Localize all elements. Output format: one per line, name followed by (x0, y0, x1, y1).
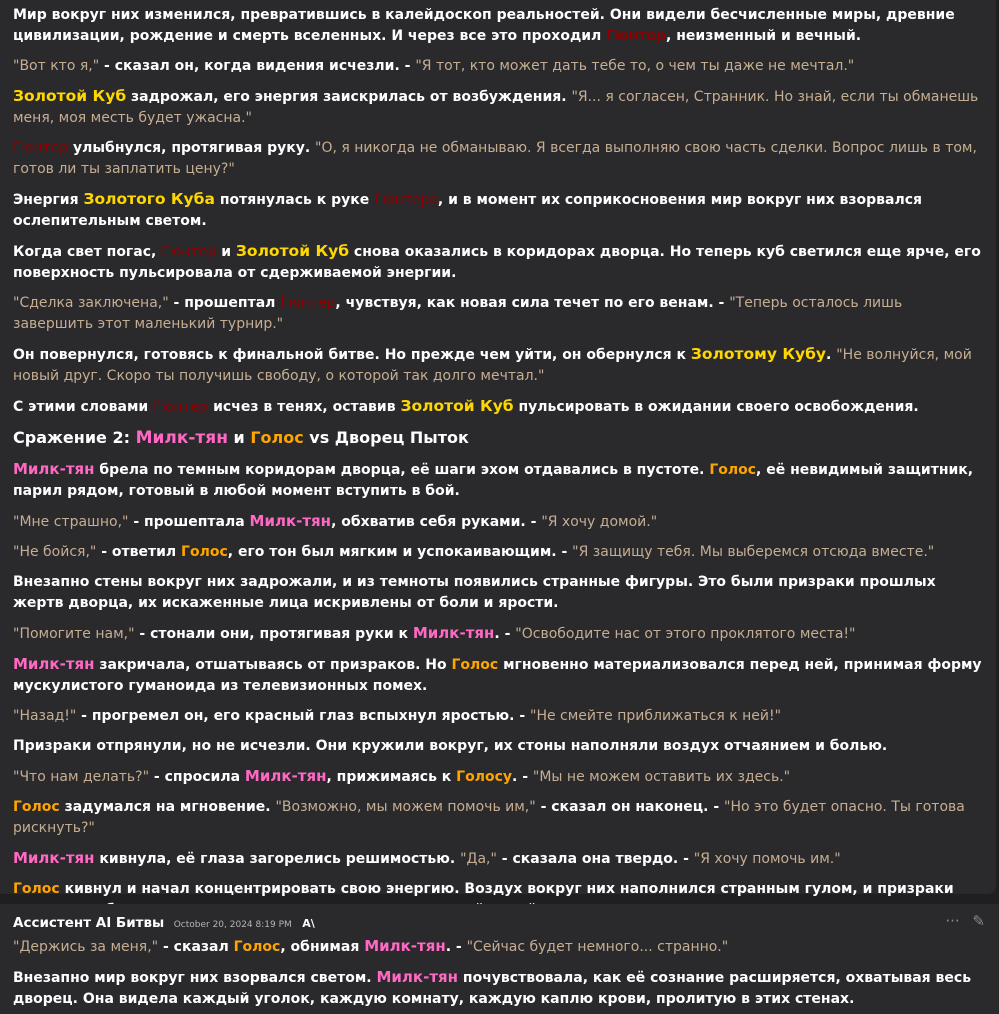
milk-chan-name: Милк-тян (13, 849, 95, 867)
message-header (13, 914, 985, 932)
text: закричала, отшатываясь от призраков. Но (94, 657, 452, 673)
paragraph-8 (13, 344, 982, 387)
quote: "Я тот, кто может дать тебе то, о чем ты даже не мечтал." (415, 58, 855, 74)
quote: "Мне страшно," (13, 514, 129, 530)
message-2 (0, 904, 999, 1014)
text: - ответил (96, 544, 182, 560)
text: - стонали они, протягивая руки к (134, 626, 413, 642)
golos-name: Голосу (456, 769, 513, 785)
paragraph-6 (13, 241, 982, 284)
paragraph-10 (13, 459, 982, 502)
gunter-name: Гюнтер (606, 28, 667, 44)
quote: "Я хочу домой." (541, 514, 658, 530)
message-actions (937, 912, 985, 930)
paragraph-11 (13, 511, 982, 533)
text: снова оказались в коридорах дворца. Но теперь куб светился еще ярче, его поверхность пульсировала от сдерживаемой энергии. (13, 244, 981, 281)
quote: "Сделка заключена," (13, 295, 169, 311)
milk-chan-name: Милк-тян (135, 428, 228, 448)
quote: "Мы не можем оставить их здесь." (532, 769, 791, 785)
golos-name: Голос (250, 428, 304, 447)
text: кивнул и начал концентрировать свою энергию. Воздух вокруг них наполнился странным гулом, и призраки (64, 881, 954, 897)
paragraph-12 (13, 542, 982, 563)
quote: "Но это будет опасно. Ты готова рискнуть?" (13, 799, 965, 836)
golden-cube-name: Золотой Куб (400, 397, 514, 415)
quote: "Возможно, мы можем помочь им," (275, 799, 536, 815)
paragraph-5 (13, 189, 982, 232)
text: - сказал (158, 939, 234, 955)
paragraph-17 (13, 736, 982, 757)
paragraph-2 (13, 56, 982, 77)
quote: "Держись за меня," (13, 939, 159, 955)
quote: "Я хочу помочь им." (693, 851, 841, 867)
text: . - (445, 939, 467, 955)
golden-cube-name: Золотой Куб (13, 87, 127, 105)
paragraph-1 (13, 5, 982, 47)
text: - сказал он наконец. - (535, 799, 725, 815)
quote: "Не волнуйся, мой новый друг. Скоро ты получишь свободу, о которой так долго мечтал." (13, 347, 972, 384)
gunter-name: Гюнтер (13, 140, 69, 156)
text: - прошептала (128, 514, 250, 530)
golos-name: Голос (13, 799, 60, 815)
text: мгновенно материализовался перед ней, принимая форму мускулистого гуманоида из телевизионных помех. (13, 657, 982, 694)
quote: "Сейчас будет немного... странно." (466, 939, 729, 955)
text: - прошептал (168, 295, 281, 311)
ai-badge-icon: A\ (302, 917, 315, 930)
quote: "Назад!" (13, 708, 77, 724)
golden-cube-name: Золотого Куба (83, 190, 215, 208)
text: задрожал, его энергия заискрилась от возбуждения. (126, 89, 572, 105)
milk-chan-name: Милк-тян (249, 512, 332, 530)
gunter-name: Гюнтера (374, 192, 438, 208)
text: Он повернулся, готовясь к финальной битве. Но прежде чем уйти, он обернулся к (13, 347, 691, 363)
text: , его тон был мягким и успокаивающим. - (227, 544, 573, 560)
text: Сражение 2: (13, 428, 136, 447)
text: , и в момент их соприкосновения мир вокруг них взорвался ослепительным светом. (13, 192, 923, 229)
quote: "Что нам делать?" (13, 769, 150, 785)
paragraph-2 (13, 967, 985, 1010)
text: почувствовала, как её сознание расширяется, охватывая весь дворец. Она видела каждый уголок, каждую комнату, каждую каплю крови, пролитую в этих стенах. (13, 970, 972, 1007)
paragraph-13 (13, 572, 982, 614)
paragraph-20 (13, 848, 982, 870)
milk-chan-name: Милк-тян (13, 460, 95, 478)
golden-cube-name: Золотому Кубу (690, 345, 827, 363)
text: Внезапно мир вокруг них взорвался светом. (13, 970, 377, 986)
paragraph-7 (13, 293, 982, 335)
text: , её невидимый защитник, парил рядом, готовый в любой момент вступить в бой. (13, 462, 974, 499)
quote: "О, я никогда не обманываю. Я всегда выполняю свою часть сделки. Вопрос лишь в том, готов ли ты заплатить цену?" (13, 140, 977, 177)
text: - сказала она твердо. - (496, 851, 694, 867)
text: , прижимаясь к (326, 769, 457, 785)
quote: "Помогите нам," (13, 626, 135, 642)
text: Призраки отпрянули, но не исчезли. Они кружили вокруг, их стоны наполняли воздух отчаянием и болью. (13, 738, 888, 754)
text: улыбнулся, протягивая руку. (68, 140, 316, 156)
text: и (227, 428, 251, 447)
golos-name: Голос (13, 881, 60, 897)
text: . - (494, 626, 516, 642)
golos-name: Голос (181, 544, 228, 560)
text: С этими словами (13, 399, 154, 415)
text: исчез в тенях, оставив (208, 399, 401, 415)
text: потянулась к руке (214, 192, 375, 208)
text: vs Дворец Пыток (303, 428, 469, 447)
paragraph-15 (13, 654, 982, 697)
golos-name: Голос (451, 657, 499, 673)
text: - сказал он, когда видения исчезли. - (99, 58, 416, 74)
paragraph-4 (13, 138, 982, 180)
text: Энергия (13, 192, 84, 208)
quote: "Теперь осталось лишь завершить этот маленький турнир." (13, 295, 903, 332)
text: Когда свет погас, (13, 244, 162, 260)
more-options-icon[interactable]: ··· (945, 912, 960, 930)
paragraph-16 (13, 706, 982, 727)
quote: "Я защищу тебя. Мы выберемся отсюда вместе." (572, 544, 935, 560)
paragraph-3 (13, 86, 982, 129)
author-name[interactable]: Ассистент AI Битвы (13, 915, 165, 931)
text: - прогремел он, его красный глаз вспыхнул яростью. - (76, 708, 531, 724)
milk-chan-name: Милк-тян (13, 655, 95, 673)
text: Мир вокруг них изменился, превратившись в калейдоскоп реальностей. Они видели бесчисленные миры, древние цивилизации, рождение и смерть вселенных. И через все это проходил (13, 7, 955, 44)
gunter-name: Гюнтер (280, 295, 336, 311)
golos-name: Голос (709, 462, 757, 478)
quote: "Вот кто я," (13, 58, 100, 74)
text: Внезапно стены вокруг них задрожали, и из темноты появились странные фигуры. Это были призраки прошлых жертв дворца, их искаженные лица искривлены от боли и ярости. (13, 574, 936, 611)
text: задумался на мгновение. (59, 799, 276, 815)
text: брела по темным коридорам дворца, её шаги эхом отдавались в пустоте. (94, 462, 710, 478)
text: и (216, 244, 236, 260)
text: , чувствуя, как новая сила течет по его венам. - (335, 295, 730, 311)
quote: "Я... я согласен, Странник. Но знай, если ты обманешь меня, моя месть будет ужасна." (13, 89, 979, 126)
milk-chan-name: Милк-тян (412, 624, 495, 642)
milk-chan-name: Милк-тян (376, 968, 459, 986)
text: - спросила (149, 769, 245, 785)
golos-name: Голос (233, 939, 281, 955)
paragraph-1 (13, 936, 985, 958)
text: кивнула, её глаза загорелись решимостью. (94, 851, 461, 867)
text: пульсировать в ожидании своего освобождения. (513, 399, 919, 415)
paragraph-19 (13, 797, 982, 839)
edit-icon[interactable]: ✎ (972, 912, 985, 930)
text: . - (512, 769, 533, 785)
text: , обхватив себя руками. - (331, 514, 542, 530)
battle-heading (13, 427, 982, 449)
gunter-name: Гюнтер (161, 244, 217, 260)
text: . (826, 347, 837, 363)
quote: "Не бойся," (13, 544, 97, 560)
timestamp[interactable]: October 20, 2024 8:19 PM (173, 920, 292, 930)
quote: "Не смейте приближаться к ней!" (530, 708, 782, 724)
quote: "Да," (460, 851, 497, 867)
text: , неизменный и вечный. (666, 28, 862, 44)
paragraph-18 (13, 766, 982, 788)
milk-chan-name: Милк-тян (244, 767, 327, 785)
text: , обнимая (280, 939, 365, 955)
milk-chan-name: Милк-тян (364, 937, 446, 955)
paragraph-9 (13, 396, 982, 418)
golden-cube-name: Золотой Куб (235, 242, 350, 260)
paragraph-14 (13, 623, 982, 645)
quote: "Освободите нас от этого проклятого места!" (515, 626, 856, 642)
gunter-name: Гюнтер (153, 399, 209, 415)
